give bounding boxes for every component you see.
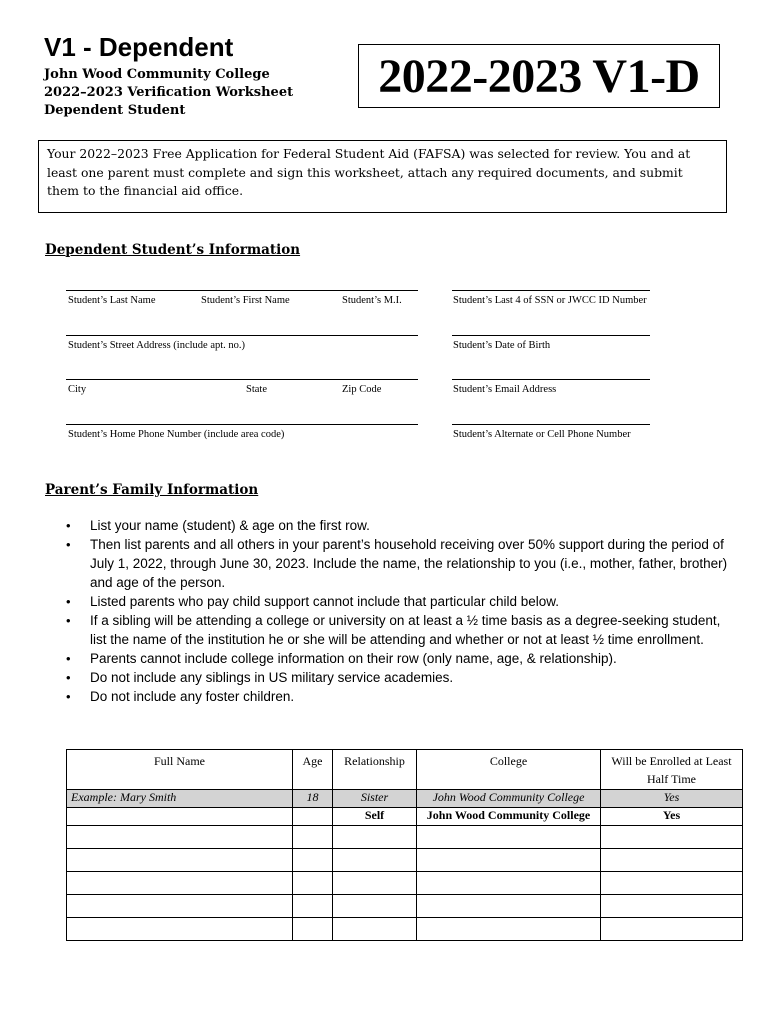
table-header-row — [67, 750, 743, 790]
street-label: Student’s Street Address (include apt. no.) — [68, 340, 246, 351]
student-section-title: Dependent Student’s Information — [45, 242, 301, 258]
table-row[interactable] — [67, 872, 743, 895]
table-cell[interactable] — [601, 872, 743, 895]
email-label: Student’s Email Address — [453, 384, 557, 395]
table-row[interactable] — [67, 918, 743, 941]
intro-notice: Your 2022–2023 Free Application for Federal Student Aid (FAFSA) was selected for review. You and at least one parent must complete and sign this worksheet, attach any required documents, and submit them to the financial aid office. — [38, 140, 727, 213]
table-cell: John Wood Community College — [417, 808, 601, 826]
form-id-box: 2022-2023 V1-D — [358, 44, 720, 108]
col-full-name: Full Name — [67, 750, 293, 790]
table-cell[interactable] — [417, 826, 601, 849]
table-cell[interactable] — [601, 918, 743, 941]
table-row[interactable] — [67, 849, 743, 872]
example-row — [67, 790, 743, 808]
home-phone-line[interactable] — [66, 424, 418, 425]
name-line[interactable] — [66, 290, 418, 291]
home-phone-label: Student’s Home Phone Number (include area code) — [68, 429, 285, 440]
table-cell[interactable] — [293, 872, 333, 895]
list-item: • Do not include any foster children. — [66, 687, 736, 706]
last-name-label: Student’s Last Name — [68, 295, 156, 306]
ssn-label: Student’s Last 4 of SSN or JWCC ID Number — [453, 295, 647, 306]
zip-label: Zip Code — [342, 384, 382, 395]
mi-label: Student’s M.I. — [342, 295, 402, 306]
list-item: • Listed parents who pay child support cannot include that particular child below. — [66, 592, 736, 611]
list-item: • If a sibling will be attending a college or university on at least a ½ time basis as a degree-seeking student, list the name of the institution he or she will be attending and whether or not at least ½ time enrollment. — [66, 611, 736, 649]
table-cell[interactable] — [417, 849, 601, 872]
table-cell[interactable] — [293, 826, 333, 849]
col-age: Age — [293, 750, 333, 790]
table-cell[interactable] — [333, 872, 417, 895]
table-cell[interactable] — [333, 895, 417, 918]
table-cell: Sister — [333, 790, 417, 808]
email-line[interactable] — [452, 379, 650, 380]
table-cell[interactable] — [293, 918, 333, 941]
list-item: • List your name (student) & age on the first row. — [66, 516, 736, 535]
col-half-time: Will be Enrolled at Least Half Time — [601, 750, 743, 790]
table-cell[interactable] — [67, 826, 293, 849]
table-cell: Example: Mary Smith — [67, 790, 293, 808]
document-code: V1 - Dependent — [44, 32, 234, 62]
table-cell[interactable] — [417, 918, 601, 941]
table-cell: Self — [333, 808, 417, 826]
family-section-title: Parent’s Family Information — [45, 482, 259, 498]
table-cell[interactable] — [67, 918, 293, 941]
list-item: • Then list parents and all others in your parent’s household receiving over 50% support during the period of July 1, 2022, through June 30, 2023. Include the name, the relationship to you (i.e., mother, father, brother) and age of the person. — [66, 535, 736, 592]
state-label: State — [246, 384, 267, 395]
first-name-label: Student’s First Name — [201, 295, 290, 306]
table-cell: Yes — [601, 808, 743, 826]
dob-line[interactable] — [452, 335, 650, 336]
table-cell[interactable] — [67, 808, 293, 826]
household-table — [66, 749, 743, 941]
table-cell[interactable] — [67, 872, 293, 895]
table-cell[interactable] — [67, 849, 293, 872]
table-cell[interactable] — [333, 918, 417, 941]
college-name: John Wood Community College — [44, 67, 270, 82]
table-cell[interactable] — [601, 826, 743, 849]
table-cell[interactable] — [67, 895, 293, 918]
instructions-list — [66, 516, 736, 706]
table-cell: Yes — [601, 790, 743, 808]
table-cell[interactable] — [417, 872, 601, 895]
student-type: Dependent Student — [44, 103, 186, 118]
list-item: • Parents cannot include college information on their row (only name, age, & relationship). — [66, 649, 736, 668]
table-cell[interactable] — [293, 808, 333, 826]
city-label: City — [68, 384, 87, 395]
col-college: College — [417, 750, 601, 790]
table-cell[interactable] — [417, 895, 601, 918]
list-item: • Do not include any siblings in US military service academies. — [66, 668, 736, 687]
self-row[interactable] — [67, 808, 743, 826]
street-line[interactable] — [66, 335, 418, 336]
table-cell[interactable] — [333, 849, 417, 872]
table-cell[interactable] — [601, 849, 743, 872]
ssn-line[interactable] — [452, 290, 650, 291]
table-cell: 18 — [293, 790, 333, 808]
table-cell: John Wood Community College — [417, 790, 601, 808]
cell-phone-label: Student’s Alternate or Cell Phone Number — [453, 429, 631, 440]
cell-phone-line[interactable] — [452, 424, 650, 425]
table-cell[interactable] — [333, 826, 417, 849]
table-row[interactable] — [67, 826, 743, 849]
worksheet-title: 2022–2023 Verification Worksheet — [44, 85, 294, 100]
table-cell[interactable] — [293, 895, 333, 918]
city-line[interactable] — [66, 379, 418, 380]
table-cell[interactable] — [293, 849, 333, 872]
dob-label: Student’s Date of Birth — [453, 340, 551, 351]
table-row[interactable] — [67, 895, 743, 918]
col-relationship: Relationship — [333, 750, 417, 790]
table-cell[interactable] — [601, 895, 743, 918]
